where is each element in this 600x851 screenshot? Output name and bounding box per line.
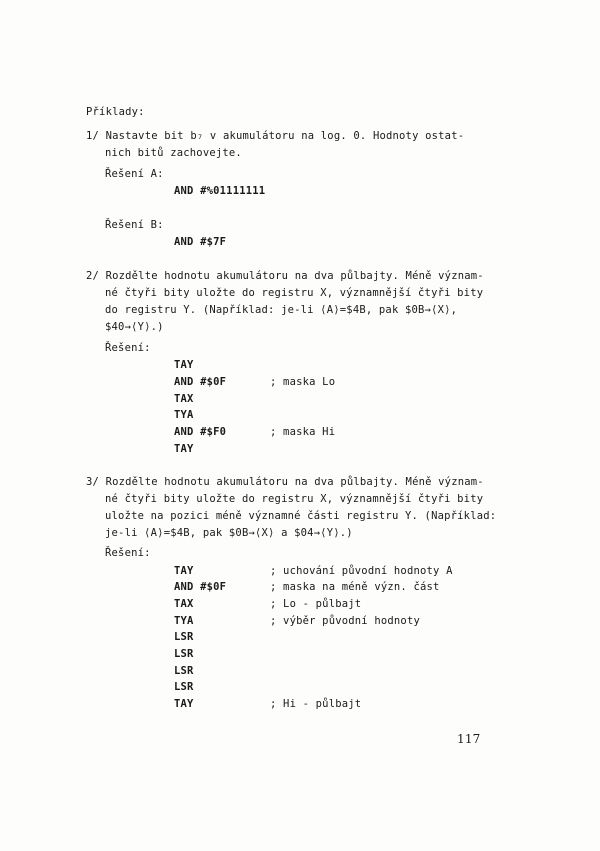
example-3-line-2: né čtyři bity uložte do registru X, významnější čtyři bity [105,493,484,505]
example-1-line-1: 1/ Nastavte bit b₇ v akumulátoru na log. 0. Hodnoty ostat- [86,130,465,142]
ex3-code-instr: LSR [174,681,194,693]
ex2-code-comment: ; maska Hi [270,426,336,438]
ex2-code-instr: AND #$F0 [174,426,227,438]
solution-a-label: Řešení A: [105,168,164,180]
example-2-line-2: né čtyři bity uložte do registru X, významnější čtyři bity [105,287,484,299]
page-number: 117 [457,732,481,746]
example-2-line-3: do registru Y. (Například: je-li ⟨A⟩=$4B, pak $0B→⟨X⟩, [105,304,458,316]
ex3-code-comment: ; maska na méně význ. část [270,581,440,593]
ex2-code-instr: TAX [174,393,194,405]
ex3-code-comment: ; uchování původní hodnoty A [270,565,453,577]
ex3-code-instr: TAX [174,598,194,610]
ex3-code-instr: LSR [174,665,194,677]
example-3-line-4: je-li ⟨A⟩=$4B, pak $0B→⟨X⟩ a $04→⟨Y⟩.) [105,527,353,539]
ex2-code-instr: TYA [174,409,194,421]
example-1-line-2: nich bitů zachovejte. [105,147,242,159]
ex2-code-instr: AND #$0F [174,376,227,388]
solution-b-label: Řešení B: [105,219,164,231]
ex3-code-comment: ; výběr původní hodnoty [270,615,420,627]
ex3-code-instr: AND #$0F [174,581,227,593]
example-3-line-3: uložte na pozici méně významné části registru Y. (Například: [105,510,497,522]
ex2-code-instr: TAY [174,359,194,371]
ex3-code-comment: ; Hi - půlbajt [270,698,362,710]
example-2-line-4: $40→⟨Y⟩.) [105,321,164,333]
example-2-line-1: 2/ Rozdělte hodnotu akumulátoru na dva půlbajty. Méně význam- [86,270,484,282]
ex3-code-comment: ; Lo - půlbajt [270,598,362,610]
ex3-code-instr: LSR [174,648,194,660]
solution-a-code: AND #%01111111 [174,185,266,197]
solution-b-code: AND #$7F [174,236,227,248]
ex3-code-instr: TAY [174,698,194,710]
ex2-code-instr: TAY [174,443,194,455]
example-3-solution-label: Řešení: [105,547,151,559]
example-2-solution-label: Řešení: [105,342,151,354]
example-3-line-1: 3/ Rozdělte hodnotu akumulátoru na dva půlbajty. Méně význam- [86,476,484,488]
ex3-code-instr: TAY [174,565,194,577]
ex2-code-comment: ; maska Lo [270,376,336,388]
ex3-code-instr: LSR [174,631,194,643]
ex3-code-instr: TYA [174,615,194,627]
examples-heading: Příklady: [86,106,145,118]
